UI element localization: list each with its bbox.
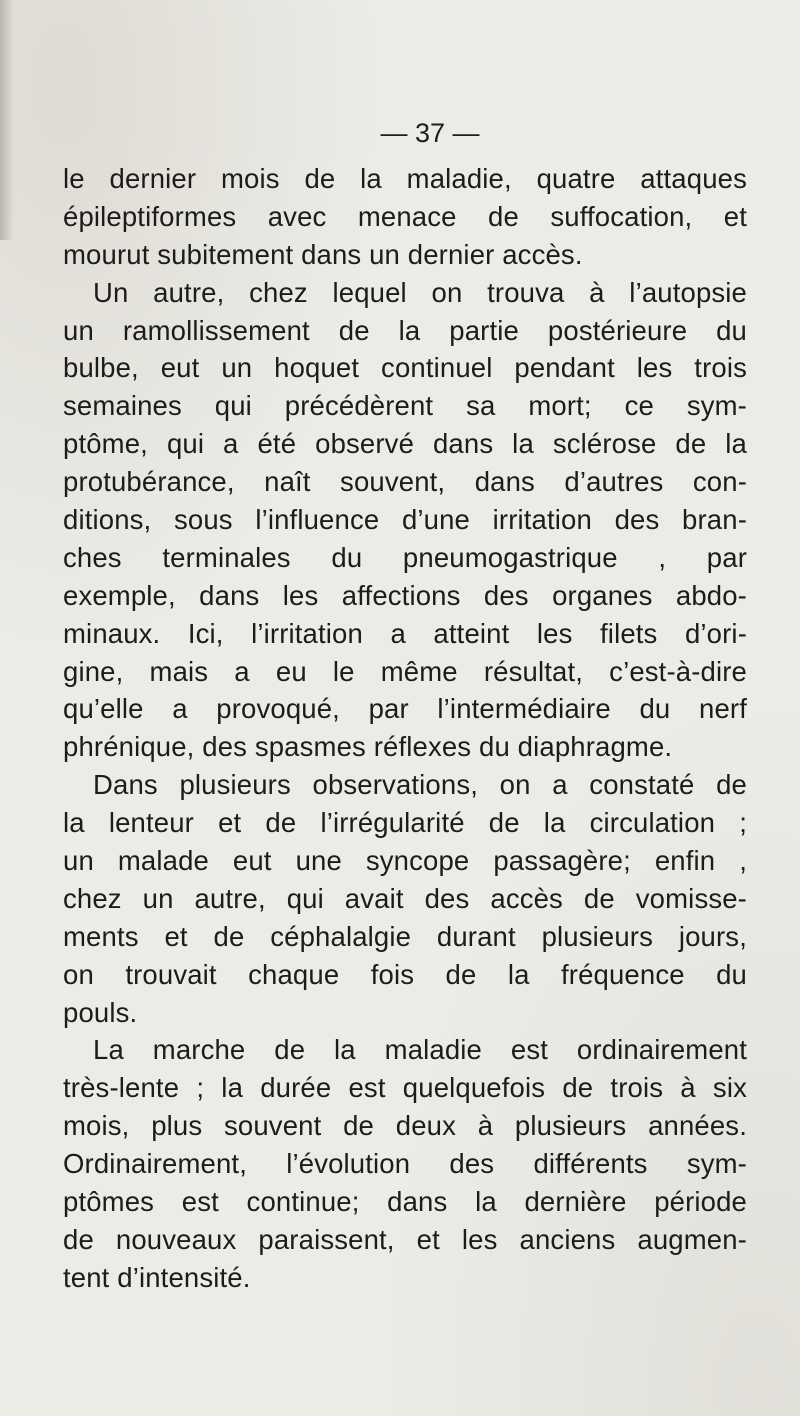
text-line: épileptiformes avec menace de suffocation, et — [63, 200, 747, 232]
text-line: on trouvait chaque fois de la fréquence du — [63, 958, 747, 990]
text-line: Dans plusieurs observations, on a constaté de — [93, 769, 747, 801]
text-line: très-lente ; la durée est quelquefois de trois à six — [63, 1072, 747, 1104]
text-line: un ramollissement de la partie postérieure du — [63, 314, 747, 346]
text-line: ments et de céphalalgie durant plusieurs jours, — [63, 920, 747, 952]
text-line: le dernier mois de la maladie, quatre attaques — [63, 163, 747, 194]
text-line: pouls. — [63, 996, 138, 1028]
text-line: ptôme, qui a été observé dans la sclérose de la — [63, 428, 747, 460]
text-line: minaux. Ici, l’irritation a atteint les filets d’ori- — [63, 617, 747, 649]
text-line: la lenteur et de l’irrégularité de la circulation ; — [63, 807, 747, 839]
text-line: ches terminales du pneumogastrique , par — [63, 541, 747, 573]
text-line: de nouveaux paraissent, et les anciens augmen- — [63, 1223, 747, 1255]
text-line: mourut subitement dans un dernier accès. — [63, 238, 583, 270]
text-line: tent d’intensité. — [63, 1261, 251, 1293]
text-line: chez un autre, qui avait des accès de vomisse- — [63, 882, 747, 914]
text-line: protubérance, naît souvent, dans d’autres con- — [63, 466, 747, 498]
text-line: exemple, dans les affections des organes abdo- — [63, 579, 747, 611]
text-line: phrénique, des spasmes réflexes du diaphragme. — [63, 731, 673, 763]
text-line: bulbe, eut un hoquet continuel pendant les trois — [63, 352, 747, 384]
text-line: Un autre, chez lequel on trouva à l’autopsie — [93, 276, 747, 308]
text-line: gine, mais a eu le même résultat, c’est-à-dire — [63, 655, 747, 687]
text-line: semaines qui précédèrent sa mort; ce sym- — [63, 390, 747, 422]
page-number: — 37 — — [380, 118, 480, 148]
text-line: un malade eut une syncope passagère; enfin , — [63, 845, 747, 877]
body-text — [63, 160, 747, 1297]
page-edge-shadow — [0, 0, 14, 240]
text-line: qu’elle a provoqué, par l’intermédiaire du nerf — [63, 693, 747, 725]
text-line: La marche de la maladie est ordinairement — [93, 1034, 747, 1066]
text-line: mois, plus souvent de deux à plusieurs années. — [63, 1110, 747, 1142]
text-line: Ordinairement, l’évolution des différents sym- — [63, 1148, 747, 1180]
text-line: ditions, sous l’influence d’une irritation des bran- — [63, 504, 747, 536]
text-line: ptômes est continue; dans la dernière période — [63, 1186, 747, 1218]
